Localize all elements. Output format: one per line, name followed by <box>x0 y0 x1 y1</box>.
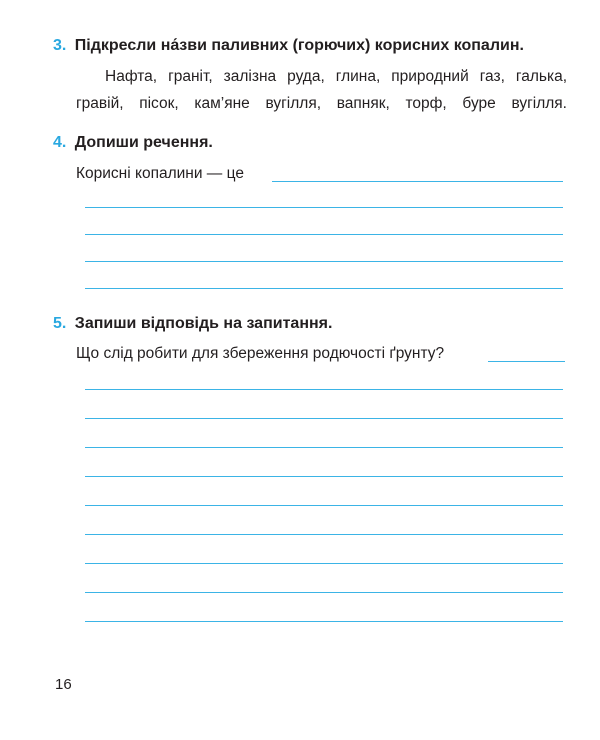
answer-line-5-inline[interactable] <box>488 361 565 362</box>
task-5-prompt: Що слід робити для збереження родючості ґрунту? <box>76 345 445 362</box>
page-number: 16 <box>55 676 72 693</box>
task-3-number: 3. <box>53 37 67 54</box>
task-4-prompt: Корисні копалини — це <box>76 165 244 182</box>
answer-line-5-1[interactable] <box>85 389 563 390</box>
answer-line-4-4[interactable] <box>85 288 563 289</box>
task-5-heading: Запиши відповідь на запитання. <box>74 315 333 332</box>
answer-line-5-2[interactable] <box>85 418 563 419</box>
answer-line-5-6[interactable] <box>85 534 563 535</box>
task-4-number: 4. <box>53 134 67 151</box>
answer-line-5-7[interactable] <box>85 563 563 564</box>
task-4-heading: Допиши речення. <box>74 134 213 151</box>
answer-line-5-8[interactable] <box>85 592 563 593</box>
answer-line-5-4[interactable] <box>85 476 563 477</box>
task-3-title <box>53 37 524 55</box>
task-3-text-line-1: Нафта, граніт, залізна руда, глина, природний газ, галька, <box>105 68 567 85</box>
task-5-title <box>53 315 332 333</box>
answer-line-5-3[interactable] <box>85 447 563 448</box>
answer-line-4-inline[interactable] <box>272 181 563 182</box>
answer-line-4-2[interactable] <box>85 234 563 235</box>
task-3-heading: Підкресли на́зви паливних (горючих) корисних копалин. <box>74 37 524 54</box>
answer-line-4-1[interactable] <box>85 207 563 208</box>
answer-line-4-3[interactable] <box>85 261 563 262</box>
task-5-number: 5. <box>53 315 67 332</box>
answer-line-5-5[interactable] <box>85 505 563 506</box>
task-4-title <box>53 134 213 152</box>
answer-line-5-9[interactable] <box>85 621 563 622</box>
task-3-text-line-2: гравій, пісок, кам’яне вугілля, вапняк, торф, буре вугілля. <box>76 95 567 112</box>
